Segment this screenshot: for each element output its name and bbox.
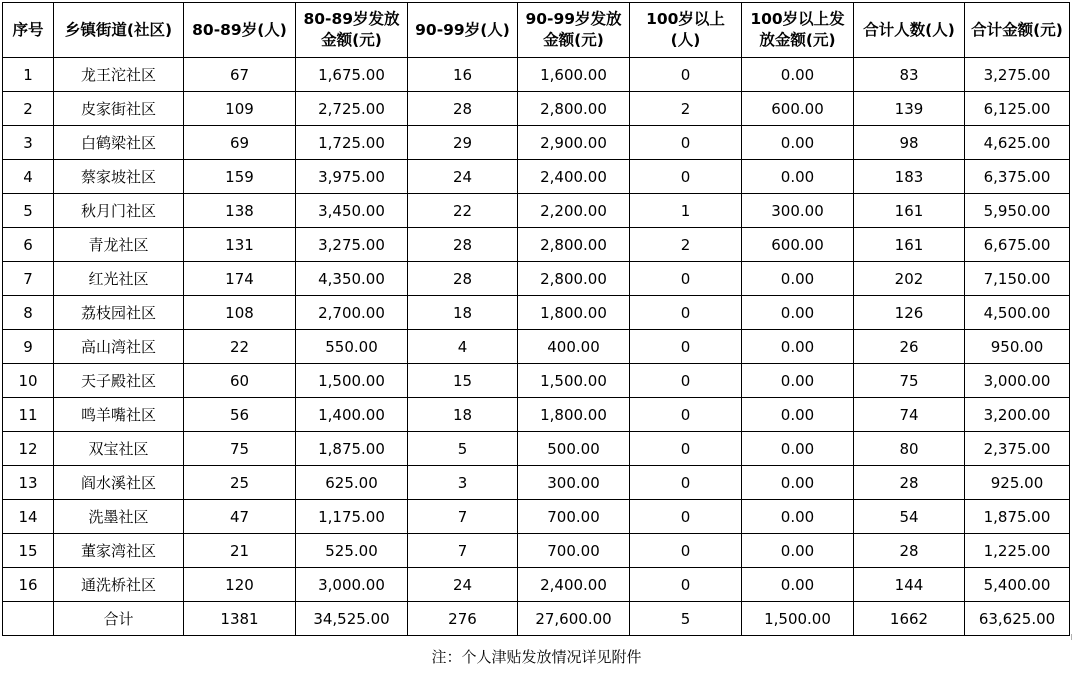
table-cell: 7 bbox=[3, 262, 54, 296]
table-row bbox=[3, 194, 1070, 228]
table-cell: 1,500.00 bbox=[742, 602, 854, 636]
table-cell: 183 bbox=[854, 160, 965, 194]
table-cell: 0.00 bbox=[742, 330, 854, 364]
table-cell: 5 bbox=[408, 432, 518, 466]
table-cell: 500.00 bbox=[518, 432, 630, 466]
table-row bbox=[3, 500, 1070, 534]
table-cell: 161 bbox=[854, 194, 965, 228]
column-header-text: 合计人数(人) bbox=[863, 20, 955, 39]
table-cell: 15 bbox=[408, 364, 518, 398]
table-cell: 1,725.00 bbox=[296, 126, 408, 160]
subsidy-table bbox=[2, 2, 1070, 636]
table-cell: 2,400.00 bbox=[518, 568, 630, 602]
table-cell: 22 bbox=[408, 194, 518, 228]
table-cell: 0.00 bbox=[742, 568, 854, 602]
table-cell: 161 bbox=[854, 228, 965, 262]
column-header-text: 80-89岁(人) bbox=[192, 20, 287, 39]
table-cell: 0 bbox=[630, 364, 742, 398]
table-cell: 0.00 bbox=[742, 398, 854, 432]
column-header-text: 80-89岁发放 bbox=[303, 10, 400, 28]
table-cell: 双宝社区 bbox=[54, 432, 184, 466]
footnote: 注：个人津贴发放情况详见附件 bbox=[431, 648, 642, 666]
column-header bbox=[184, 3, 296, 58]
column-header-text: 放金额(元) bbox=[759, 31, 836, 49]
table-cell: 126 bbox=[854, 296, 965, 330]
table-cell: 202 bbox=[854, 262, 965, 296]
table-cell: 3,200.00 bbox=[965, 398, 1070, 432]
table-cell: 2,375.00 bbox=[965, 432, 1070, 466]
table-cell: 秋月门社区 bbox=[54, 194, 184, 228]
table-cell: 鸣羊嘴社区 bbox=[54, 398, 184, 432]
table-cell: 白鹤梁社区 bbox=[54, 126, 184, 160]
table-cell: 0.00 bbox=[742, 262, 854, 296]
table-cell: 0.00 bbox=[742, 432, 854, 466]
table-cell: 2,800.00 bbox=[518, 228, 630, 262]
table-cell: 红光社区 bbox=[54, 262, 184, 296]
table-row bbox=[3, 228, 1070, 262]
table-row bbox=[3, 262, 1070, 296]
column-header-text: 90-99岁发放 bbox=[525, 10, 622, 28]
column-header-text: 100岁以上 bbox=[646, 10, 725, 28]
table-cell: 0 bbox=[630, 432, 742, 466]
table-cell: 174 bbox=[184, 262, 296, 296]
table-cell: 1,175.00 bbox=[296, 500, 408, 534]
table-cell: 28 bbox=[854, 534, 965, 568]
table-cell: 525.00 bbox=[296, 534, 408, 568]
table-cell: 1,400.00 bbox=[296, 398, 408, 432]
table-cell: 1,875.00 bbox=[296, 432, 408, 466]
table-cell: 22 bbox=[184, 330, 296, 364]
table-cell: 34,525.00 bbox=[296, 602, 408, 636]
table-cell: 2 bbox=[3, 92, 54, 126]
column-header bbox=[854, 3, 965, 58]
table-cell: 龙王沱社区 bbox=[54, 58, 184, 92]
table-cell: 25 bbox=[184, 466, 296, 500]
table-cell: 2 bbox=[630, 92, 742, 126]
table-cell: 120 bbox=[184, 568, 296, 602]
column-header bbox=[296, 3, 408, 58]
table-cell: 0 bbox=[630, 58, 742, 92]
table-cell: 1,600.00 bbox=[518, 58, 630, 92]
table-cell bbox=[3, 602, 54, 636]
table-row bbox=[3, 568, 1070, 602]
table-cell: 2 bbox=[630, 228, 742, 262]
table-header bbox=[3, 3, 1070, 58]
table-cell: 18 bbox=[408, 398, 518, 432]
table-cell: 1,500.00 bbox=[518, 364, 630, 398]
table-cell: 1,875.00 bbox=[965, 500, 1070, 534]
table-row bbox=[3, 126, 1070, 160]
header-row bbox=[3, 3, 1070, 58]
table-cell: 75 bbox=[854, 364, 965, 398]
table-cell: 28 bbox=[854, 466, 965, 500]
table-cell: 56 bbox=[184, 398, 296, 432]
table-cell: 0 bbox=[630, 126, 742, 160]
table-cell: 14 bbox=[3, 500, 54, 534]
table-cell: 27,600.00 bbox=[518, 602, 630, 636]
table-row bbox=[3, 330, 1070, 364]
table-cell: 5,400.00 bbox=[965, 568, 1070, 602]
table-cell: 109 bbox=[184, 92, 296, 126]
column-header bbox=[965, 3, 1070, 58]
table-cell: 1,800.00 bbox=[518, 398, 630, 432]
table-cell: 荔枝园社区 bbox=[54, 296, 184, 330]
table-cell: 5 bbox=[630, 602, 742, 636]
table-cell: 625.00 bbox=[296, 466, 408, 500]
table-cell: 300.00 bbox=[518, 466, 630, 500]
table-cell: 7 bbox=[408, 534, 518, 568]
table-cell: 7 bbox=[408, 500, 518, 534]
table-cell: 0.00 bbox=[742, 364, 854, 398]
table-row bbox=[3, 296, 1070, 330]
table-cell: 54 bbox=[854, 500, 965, 534]
table-cell: 2,725.00 bbox=[296, 92, 408, 126]
table-cell: 6,125.00 bbox=[965, 92, 1070, 126]
table-cell: 5 bbox=[3, 194, 54, 228]
table-cell: 28 bbox=[408, 262, 518, 296]
table-cell: 69 bbox=[184, 126, 296, 160]
column-header bbox=[742, 3, 854, 58]
table-cell: 12 bbox=[3, 432, 54, 466]
table-cell: 洗墨社区 bbox=[54, 500, 184, 534]
table-row bbox=[3, 160, 1070, 194]
table-cell: 15 bbox=[3, 534, 54, 568]
table-cell: 3,275.00 bbox=[965, 58, 1070, 92]
table-cell: 2,200.00 bbox=[518, 194, 630, 228]
table-cell: 21 bbox=[184, 534, 296, 568]
table-cell: 6,375.00 bbox=[965, 160, 1070, 194]
table-cell: 天子殿社区 bbox=[54, 364, 184, 398]
table-row bbox=[3, 398, 1070, 432]
table-cell: 0 bbox=[630, 262, 742, 296]
table-body bbox=[3, 58, 1070, 636]
column-header-text: 合计金额(元) bbox=[971, 20, 1063, 39]
table-cell: 0.00 bbox=[742, 58, 854, 92]
table-cell: 1662 bbox=[854, 602, 965, 636]
table-cell: 2,400.00 bbox=[518, 160, 630, 194]
table-cell: 0.00 bbox=[742, 160, 854, 194]
table-cell: 4,625.00 bbox=[965, 126, 1070, 160]
table-cell: 144 bbox=[854, 568, 965, 602]
table-cell: 0 bbox=[630, 330, 742, 364]
table-cell: 28 bbox=[408, 228, 518, 262]
table-cell: 2,800.00 bbox=[518, 262, 630, 296]
table-cell: 阎水溪社区 bbox=[54, 466, 184, 500]
table-cell: 通洗桥社区 bbox=[54, 568, 184, 602]
column-header-text: 金额(元) bbox=[543, 31, 604, 49]
table-cell: 83 bbox=[854, 58, 965, 92]
table-row bbox=[3, 432, 1070, 466]
table-cell: 7,150.00 bbox=[965, 262, 1070, 296]
table-cell: 276 bbox=[408, 602, 518, 636]
table-cell: 29 bbox=[408, 126, 518, 160]
table-cell: 550.00 bbox=[296, 330, 408, 364]
table-cell: 10 bbox=[3, 364, 54, 398]
table-cell: 131 bbox=[184, 228, 296, 262]
table-cell: 董家湾社区 bbox=[54, 534, 184, 568]
table-cell: 3 bbox=[3, 126, 54, 160]
table-cell: 600.00 bbox=[742, 92, 854, 126]
table-cell: 8 bbox=[3, 296, 54, 330]
table-cell: 75 bbox=[184, 432, 296, 466]
table-cell: 13 bbox=[3, 466, 54, 500]
table-cell: 高山湾社区 bbox=[54, 330, 184, 364]
table-cell: 0.00 bbox=[742, 466, 854, 500]
table-cell: 0.00 bbox=[742, 534, 854, 568]
column-header bbox=[3, 3, 54, 58]
table-cell: 青龙社区 bbox=[54, 228, 184, 262]
table-cell: 98 bbox=[854, 126, 965, 160]
table-cell: 0 bbox=[630, 398, 742, 432]
table-cell: 24 bbox=[408, 568, 518, 602]
column-header-text: (人) bbox=[670, 31, 701, 49]
table-cell: 74 bbox=[854, 398, 965, 432]
column-header bbox=[408, 3, 518, 58]
table-cell: 300.00 bbox=[742, 194, 854, 228]
table-cell: 0 bbox=[630, 296, 742, 330]
table-cell: 2,900.00 bbox=[518, 126, 630, 160]
table-cell: 4 bbox=[3, 160, 54, 194]
total-row bbox=[3, 602, 1070, 636]
column-header bbox=[518, 3, 630, 58]
table-row bbox=[3, 466, 1070, 500]
column-header-text: 序号 bbox=[12, 20, 44, 39]
table-cell: 0.00 bbox=[742, 296, 854, 330]
table-cell: 皮家街社区 bbox=[54, 92, 184, 126]
table-cell: 11 bbox=[3, 398, 54, 432]
table-cell: 0.00 bbox=[742, 500, 854, 534]
table-cell: 2,700.00 bbox=[296, 296, 408, 330]
table-cell: 1,225.00 bbox=[965, 534, 1070, 568]
table-cell: 1 bbox=[3, 58, 54, 92]
table-cell: 108 bbox=[184, 296, 296, 330]
table-row bbox=[3, 534, 1070, 568]
table-cell: 1,500.00 bbox=[296, 364, 408, 398]
table-row bbox=[3, 58, 1070, 92]
table-cell: 0 bbox=[630, 160, 742, 194]
table-cell: 925.00 bbox=[965, 466, 1070, 500]
table-cell: 3,975.00 bbox=[296, 160, 408, 194]
table-cell: 3,275.00 bbox=[296, 228, 408, 262]
column-header-text: 乡镇街道(社区) bbox=[64, 20, 173, 39]
table-cell: 6,675.00 bbox=[965, 228, 1070, 262]
table-cell: 16 bbox=[408, 58, 518, 92]
table-cell: 1 bbox=[630, 194, 742, 228]
table-cell: 1,800.00 bbox=[518, 296, 630, 330]
table-cell: 60 bbox=[184, 364, 296, 398]
table-cell: 1381 bbox=[184, 602, 296, 636]
column-header bbox=[54, 3, 184, 58]
table-cell: 18 bbox=[408, 296, 518, 330]
table-cell: 1,675.00 bbox=[296, 58, 408, 92]
column-header-text: 90-99岁(人) bbox=[415, 20, 510, 39]
table-cell: 139 bbox=[854, 92, 965, 126]
table-cell: 9 bbox=[3, 330, 54, 364]
table-cell: 67 bbox=[184, 58, 296, 92]
table-cell: 80 bbox=[854, 432, 965, 466]
column-header-text: 100岁以上发 bbox=[750, 10, 845, 28]
table-cell: 400.00 bbox=[518, 330, 630, 364]
table-cell: 6 bbox=[3, 228, 54, 262]
table-cell: 700.00 bbox=[518, 500, 630, 534]
table-cell: 0 bbox=[630, 500, 742, 534]
table-cell: 0.00 bbox=[742, 126, 854, 160]
table-cell: 0 bbox=[630, 534, 742, 568]
table-row bbox=[3, 92, 1070, 126]
table-cell: 28 bbox=[408, 92, 518, 126]
table-cell: 63,625.00 bbox=[965, 602, 1070, 636]
table-cell: 合计 bbox=[54, 602, 184, 636]
table-cell: 47 bbox=[184, 500, 296, 534]
table-cell: 600.00 bbox=[742, 228, 854, 262]
table-cell: 3,000.00 bbox=[965, 364, 1070, 398]
table-cell: 5,950.00 bbox=[965, 194, 1070, 228]
table-cell: 0 bbox=[630, 568, 742, 602]
table-cell: 3,450.00 bbox=[296, 194, 408, 228]
table-cell: 3 bbox=[408, 466, 518, 500]
column-header bbox=[630, 3, 742, 58]
table-cell: 0 bbox=[630, 466, 742, 500]
column-header-text: 金额(元) bbox=[321, 31, 382, 49]
page-corner-mark bbox=[1068, 634, 1072, 640]
table-cell: 蔡家坡社区 bbox=[54, 160, 184, 194]
table-cell: 2,800.00 bbox=[518, 92, 630, 126]
table-cell: 26 bbox=[854, 330, 965, 364]
table-cell: 4,350.00 bbox=[296, 262, 408, 296]
table-cell: 4,500.00 bbox=[965, 296, 1070, 330]
table-cell: 138 bbox=[184, 194, 296, 228]
table-cell: 950.00 bbox=[965, 330, 1070, 364]
table-cell: 700.00 bbox=[518, 534, 630, 568]
table-row bbox=[3, 364, 1070, 398]
table-cell: 3,000.00 bbox=[296, 568, 408, 602]
table-cell: 159 bbox=[184, 160, 296, 194]
table-cell: 16 bbox=[3, 568, 54, 602]
table-cell: 24 bbox=[408, 160, 518, 194]
table-cell: 4 bbox=[408, 330, 518, 364]
